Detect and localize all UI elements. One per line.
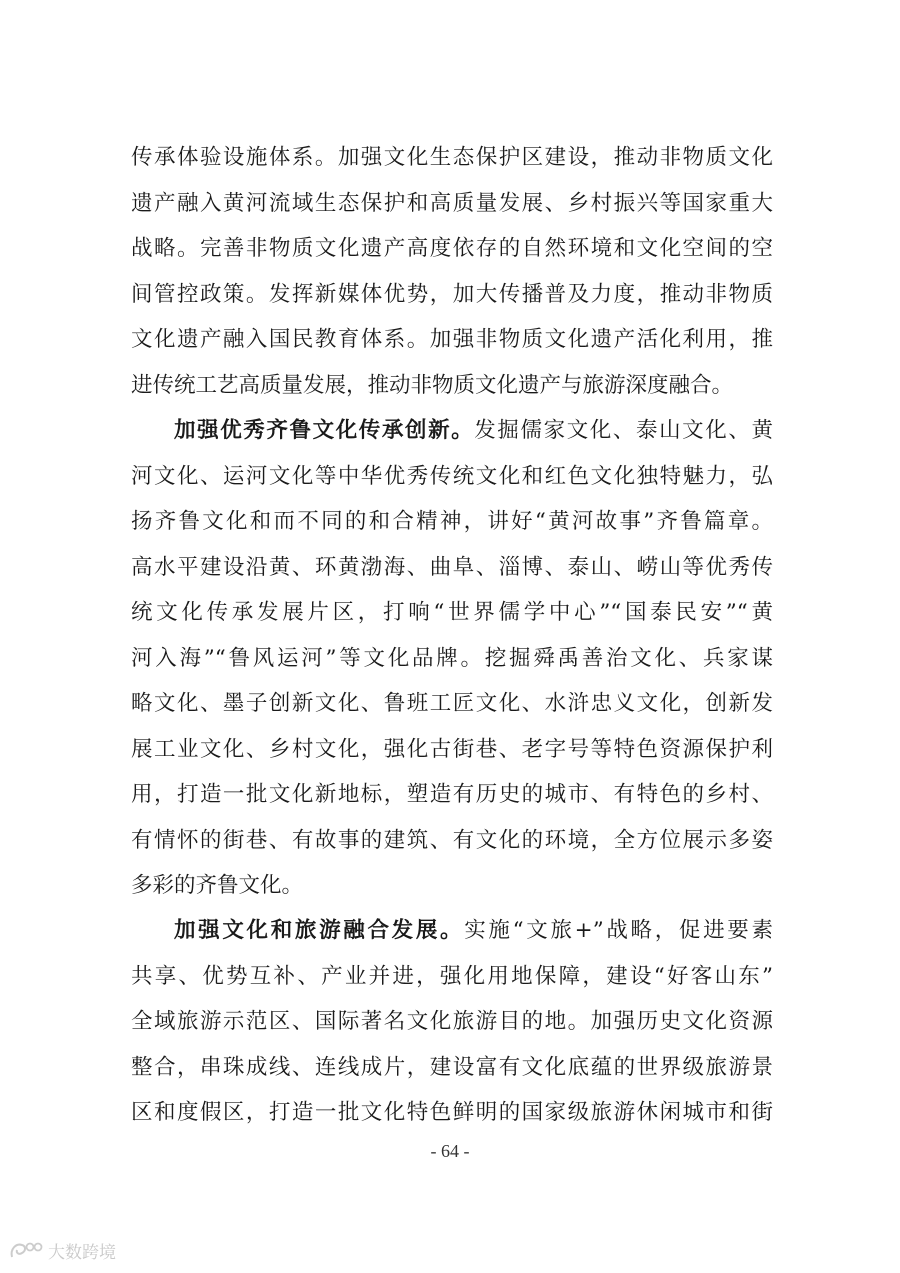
- paragraph-2: [131, 408, 773, 909]
- paragraph-text: 发掘儒家文化、泰山文化、黄: [474, 418, 773, 443]
- paragraph-1: [131, 135, 773, 408]
- paragraph-line: 河入海”“鲁风运河”等文化品牌。挖掘舜禹善治文化、兵家谋: [131, 645, 773, 671]
- watermark-text: 大数跨境: [48, 1243, 116, 1263]
- paragraph-text: 实施“文旅+”战略，促进要素: [464, 918, 773, 943]
- paragraph-heading: 加强优秀齐鲁文化传承创新。: [174, 418, 475, 443]
- paragraph-line: 扬齐鲁文化和而不同的和合精神，讲好“黄河故事”齐鲁篇章。: [131, 509, 773, 534]
- paragraph-line: 有情怀的街巷、有故事的建筑、有文化的环境，全方位展示多姿: [131, 827, 773, 853]
- paragraph-line: 共享、优势互补、产业并进，强化用地保障，建设“好客山东”: [131, 963, 773, 989]
- paragraph-line: 高水平建设沿黄、环黄渤海、曲阜、淄博、泰山、崂山等优秀传: [131, 554, 773, 580]
- paragraph-line: 多彩的齐鲁文化。: [131, 873, 304, 898]
- paragraph-3: [131, 908, 773, 1136]
- paragraph-line: 展工业文化、乡村文化，强化古街巷、老字号等特色资源保护利: [131, 736, 773, 762]
- paragraph-line: 河文化、运河文化等中华优秀传统文化和红色文化独特魅力，弘: [131, 463, 773, 489]
- paragraph-line: 遗产融入黄河流域生态保护和高质量发展、乡村振兴等国家重大: [131, 190, 773, 216]
- watermark-logo-icon: [8, 1239, 44, 1263]
- paragraph-line: 区和度假区，打造一批文化特色鲜明的国家级旅游休闲城市和街: [131, 1100, 773, 1125]
- paragraph-line: 进传统工艺高质量发展，推动非物质文化遗产与旅游深度融合。: [131, 372, 734, 398]
- watermark: [8, 1238, 116, 1263]
- paragraph-line: 传承体验设施体系。加强文化生态保护区建设，推动非物质文化: [131, 145, 773, 170]
- paragraph-first-line: [131, 408, 773, 454]
- paragraph-line: 略文化、墨子创新文化、鲁班工匠文化、水浒忠义文化，创新发: [131, 691, 773, 716]
- paragraph-line: 间管控政策。发挥新媒体优势，加大传播普及力度，推动非物质: [131, 281, 773, 307]
- paragraph-line: 统文化传承发展片区，打响“世界儒学中心”“国泰民安”“黄: [131, 600, 773, 625]
- paragraph-line: 文化遗产融入国民教育体系。加强非物质文化遗产活化利用，推: [131, 327, 773, 352]
- paragraph-line: 全域旅游示范区、国际著名文化旅游目的地。加强历史文化资源: [131, 1009, 773, 1034]
- paragraph-line: 整合，串珠成线、连线成片，建设富有文化底蕴的世界级旅游景: [131, 1054, 773, 1080]
- paragraph-line: 用，打造一批文化新地标，塑造有历史的城市、有特色的乡村、: [131, 782, 773, 807]
- paragraph-first-line: [131, 908, 773, 954]
- paragraph-line: 战略。完善非物质文化遗产高度依存的自然环境和文化空间的空: [131, 236, 773, 261]
- page-number: - 64 -: [430, 1141, 470, 1161]
- paragraph-heading: 加强文化和旅游融合发展。: [174, 918, 465, 943]
